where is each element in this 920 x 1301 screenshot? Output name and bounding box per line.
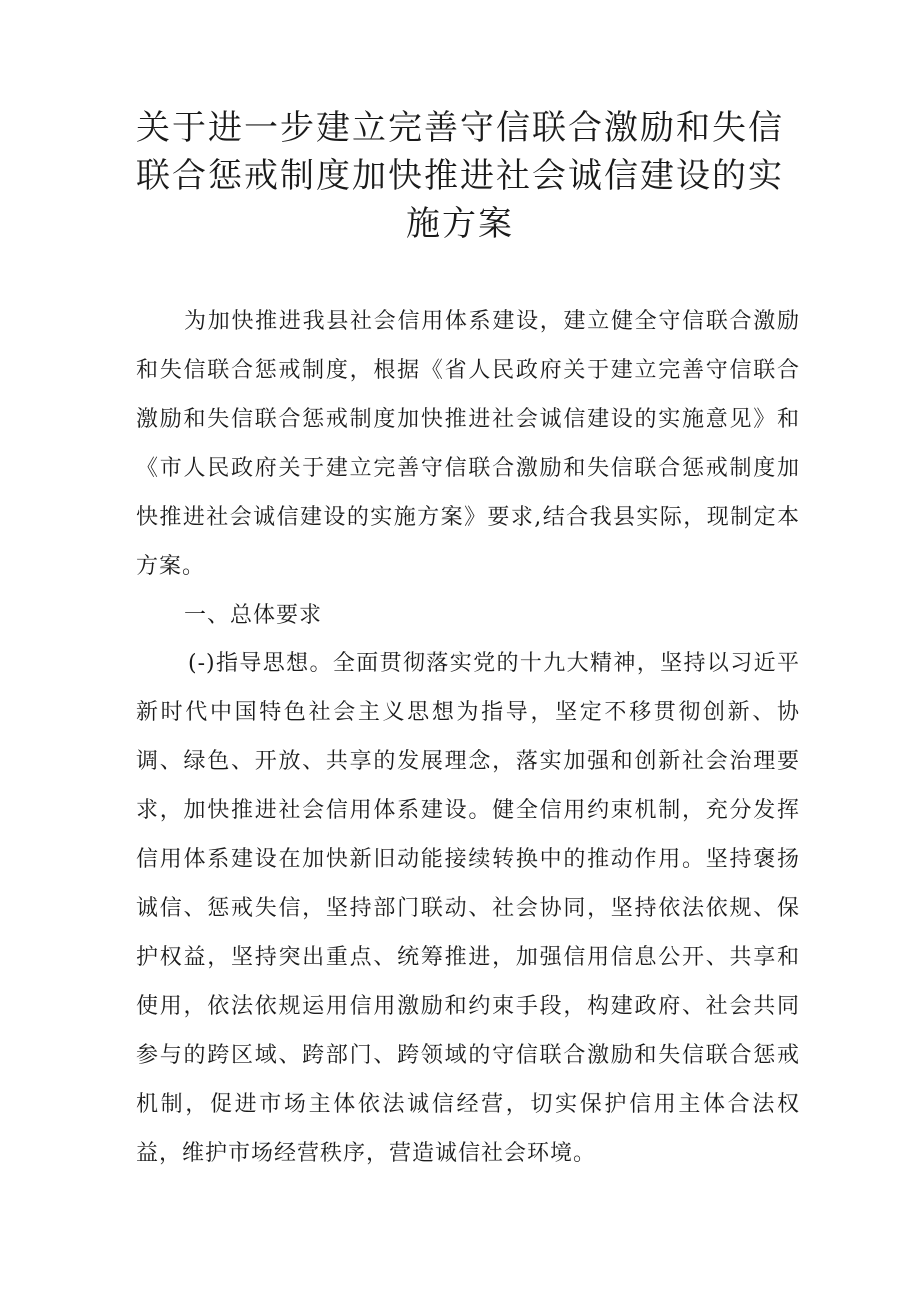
intro-paragraph: 为加快推进我县社会信用体系建设，建立健全守信联合激励和失信联合惩戒制度，根据《省人民政府关于建立完善守信联合激励和失信联合惩戒制度加快推进社会诚信建设的实施意见》和《市人民政府关于建立完善守信联合激励和失信联合惩戒制度加快推进社会诚信建设的实施方案》要求,结合我县实际，现制定本方案。	[136, 309, 800, 579]
guiding-ideology-paragraph: (-)指导思想。全面贯彻落实党的十九大精神，坚持以习近平新时代中国特色社会主义思想为指导，坚定不移贯彻创新、协调、绿色、开放、共享的发展理念，落实加强和创新社会治理要求，加快推进社会信用体系建设。健全信用约束机制，充分发挥信用体系建设在加快新旧动能接续转换中的推动作用。坚持褒扬诚信、惩戒失信，坚持部门联动、社会协同，坚持依法依规、保护权益，坚持突出重点、统筹推进，加强信用信息公开、共享和使用，依法依规运用信用激励和约束手段，构建政府、社会共同参与的跨区域、跨部门、跨领域的守信联合激励和失信联合惩戒机制，促进市场主体依法诚信经营，切实保护信用主体合法权益，维护市场经营秩序，营造诚信社会环境。	[136, 651, 800, 1166]
title-line-3: 施方案	[406, 204, 514, 244]
section-heading-general-requirements: 一、总体要求	[184, 603, 323, 628]
document-title	[120, 104, 800, 248]
title-line-2: 联合惩戒制度加快推进社会诚信建设的实	[136, 156, 784, 196]
title-line-1: 关于进一步建立完善守信联合激励和失信	[136, 108, 784, 148]
